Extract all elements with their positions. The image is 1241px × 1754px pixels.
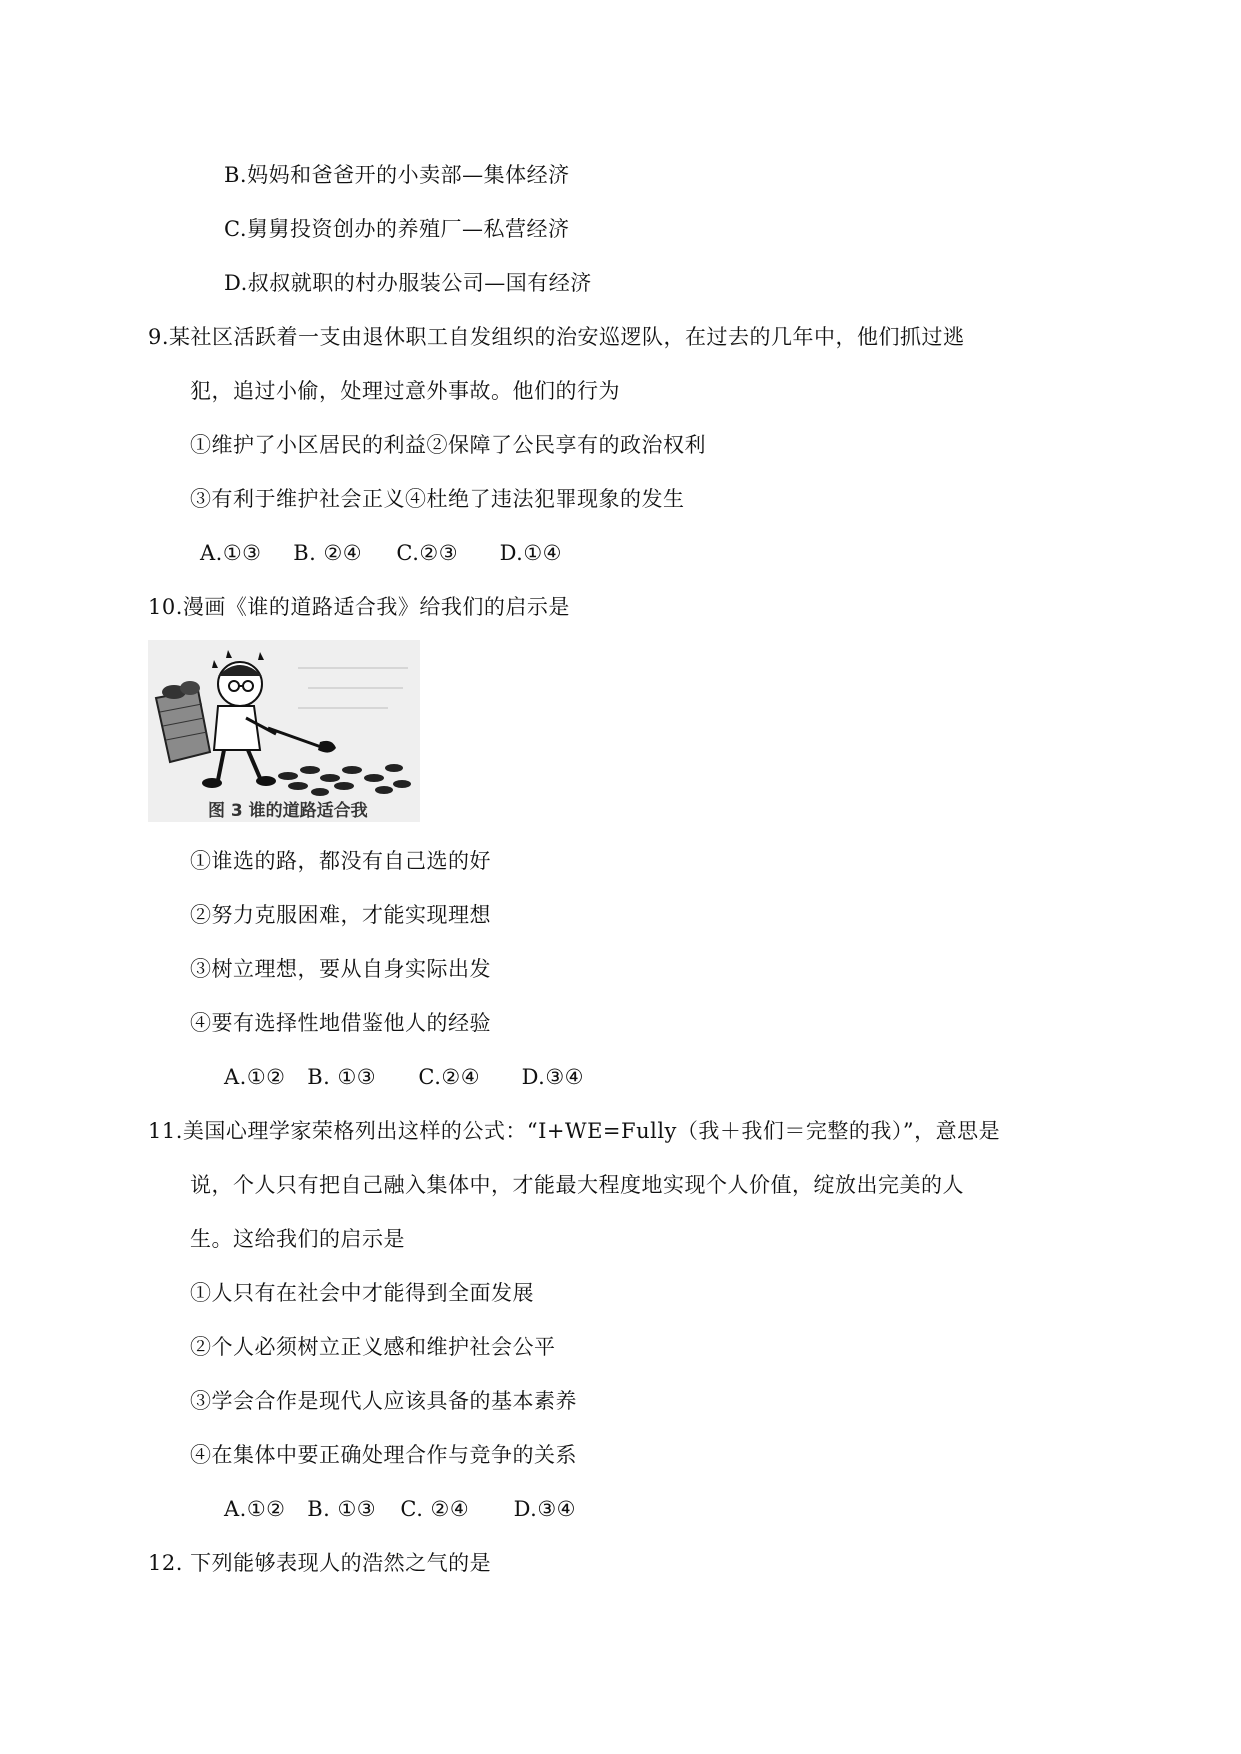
q11-stem-line1: 11.美国心理学家荣格列出这样的公式：“I+WE=Fully（我＋我们＝完整的我）”，意思是 xyxy=(148,1119,1001,1143)
q11-choice-a: A.①② xyxy=(224,1497,286,1521)
q9-stem-line1: 9.某社区活跃着一支由退休职工自发组织的治安巡逻队，在过去的几年中，他们抓过逃 xyxy=(148,325,965,349)
q10-choice-d: D.③④ xyxy=(521,1065,584,1089)
q11-statement-3: ③学会合作是现代人应该具备的基本素养 xyxy=(190,1389,577,1413)
q11-choices xyxy=(224,1494,576,1524)
q11-stem-line2: 说，个人只有把自己融入集体中，才能最大程度地实现个人价值，绽放出完美的人 xyxy=(190,1173,964,1197)
q9-choices xyxy=(200,538,562,568)
q8-option-c: C.舅舅投资创办的养殖厂—私营经济 xyxy=(224,217,570,241)
q9-choice-d: D.①④ xyxy=(499,541,562,565)
q12-stem: 12. 下列能够表现人的浩然之气的是 xyxy=(148,1551,492,1575)
q9-statement-line2: ③有利于维护社会正义④杜绝了违法犯罪现象的发生 xyxy=(190,487,685,511)
q11-choice-b: B. ①③ xyxy=(307,1497,377,1521)
q10-statement-3: ③树立理想，要从自身实际出发 xyxy=(190,957,491,981)
q10-choice-c: C.②④ xyxy=(418,1065,481,1089)
q11-statement-1: ①人只有在社会中才能得到全面发展 xyxy=(190,1281,534,1305)
q10-stem: 10.漫画《谁的道路适合我》给我们的启示是 xyxy=(148,595,570,619)
q8-option-d: D.叔叔就职的村办服装公司—国有经济 xyxy=(224,271,592,295)
q11-choice-d: D.③④ xyxy=(513,1497,576,1521)
comic-image xyxy=(148,640,420,822)
comic-caption: 图 3 谁的道路适合我 xyxy=(208,801,368,821)
q11-statement-4: ④在集体中要正确处理合作与竞争的关系 xyxy=(190,1443,577,1467)
q9-statement-line1: ①维护了小区居民的利益②保障了公民享有的政治权利 xyxy=(190,433,706,457)
q10-choice-b: B. ①③ xyxy=(307,1065,377,1089)
q10-statement-2: ②努力克服困难，才能实现理想 xyxy=(190,903,491,927)
q8-option-b: B.妈妈和爸爸开的小卖部—集体经济 xyxy=(224,163,570,187)
q9-stem-line2: 犯，追过小偷，处理过意外事故。他们的行为 xyxy=(190,379,620,403)
q10-choices xyxy=(224,1062,584,1092)
q11-stem-line3: 生。这给我们的启示是 xyxy=(190,1227,405,1251)
q11-statement-2: ②个人必须树立正义感和维护社会公平 xyxy=(190,1335,556,1359)
q11-choice-c: C. ②④ xyxy=(400,1497,470,1521)
q10-statement-1: ①谁选的路，都没有自己选的好 xyxy=(190,849,491,873)
q9-choice-c: C.②③ xyxy=(396,541,459,565)
q9-choice-a: A.①③ xyxy=(200,541,262,565)
q9-choice-b: B. ②④ xyxy=(293,541,363,565)
comic-illustration xyxy=(148,640,420,822)
q10-choice-a: A.①② xyxy=(224,1065,286,1089)
q10-statement-4: ④要有选择性地借鉴他人的经验 xyxy=(190,1011,491,1035)
